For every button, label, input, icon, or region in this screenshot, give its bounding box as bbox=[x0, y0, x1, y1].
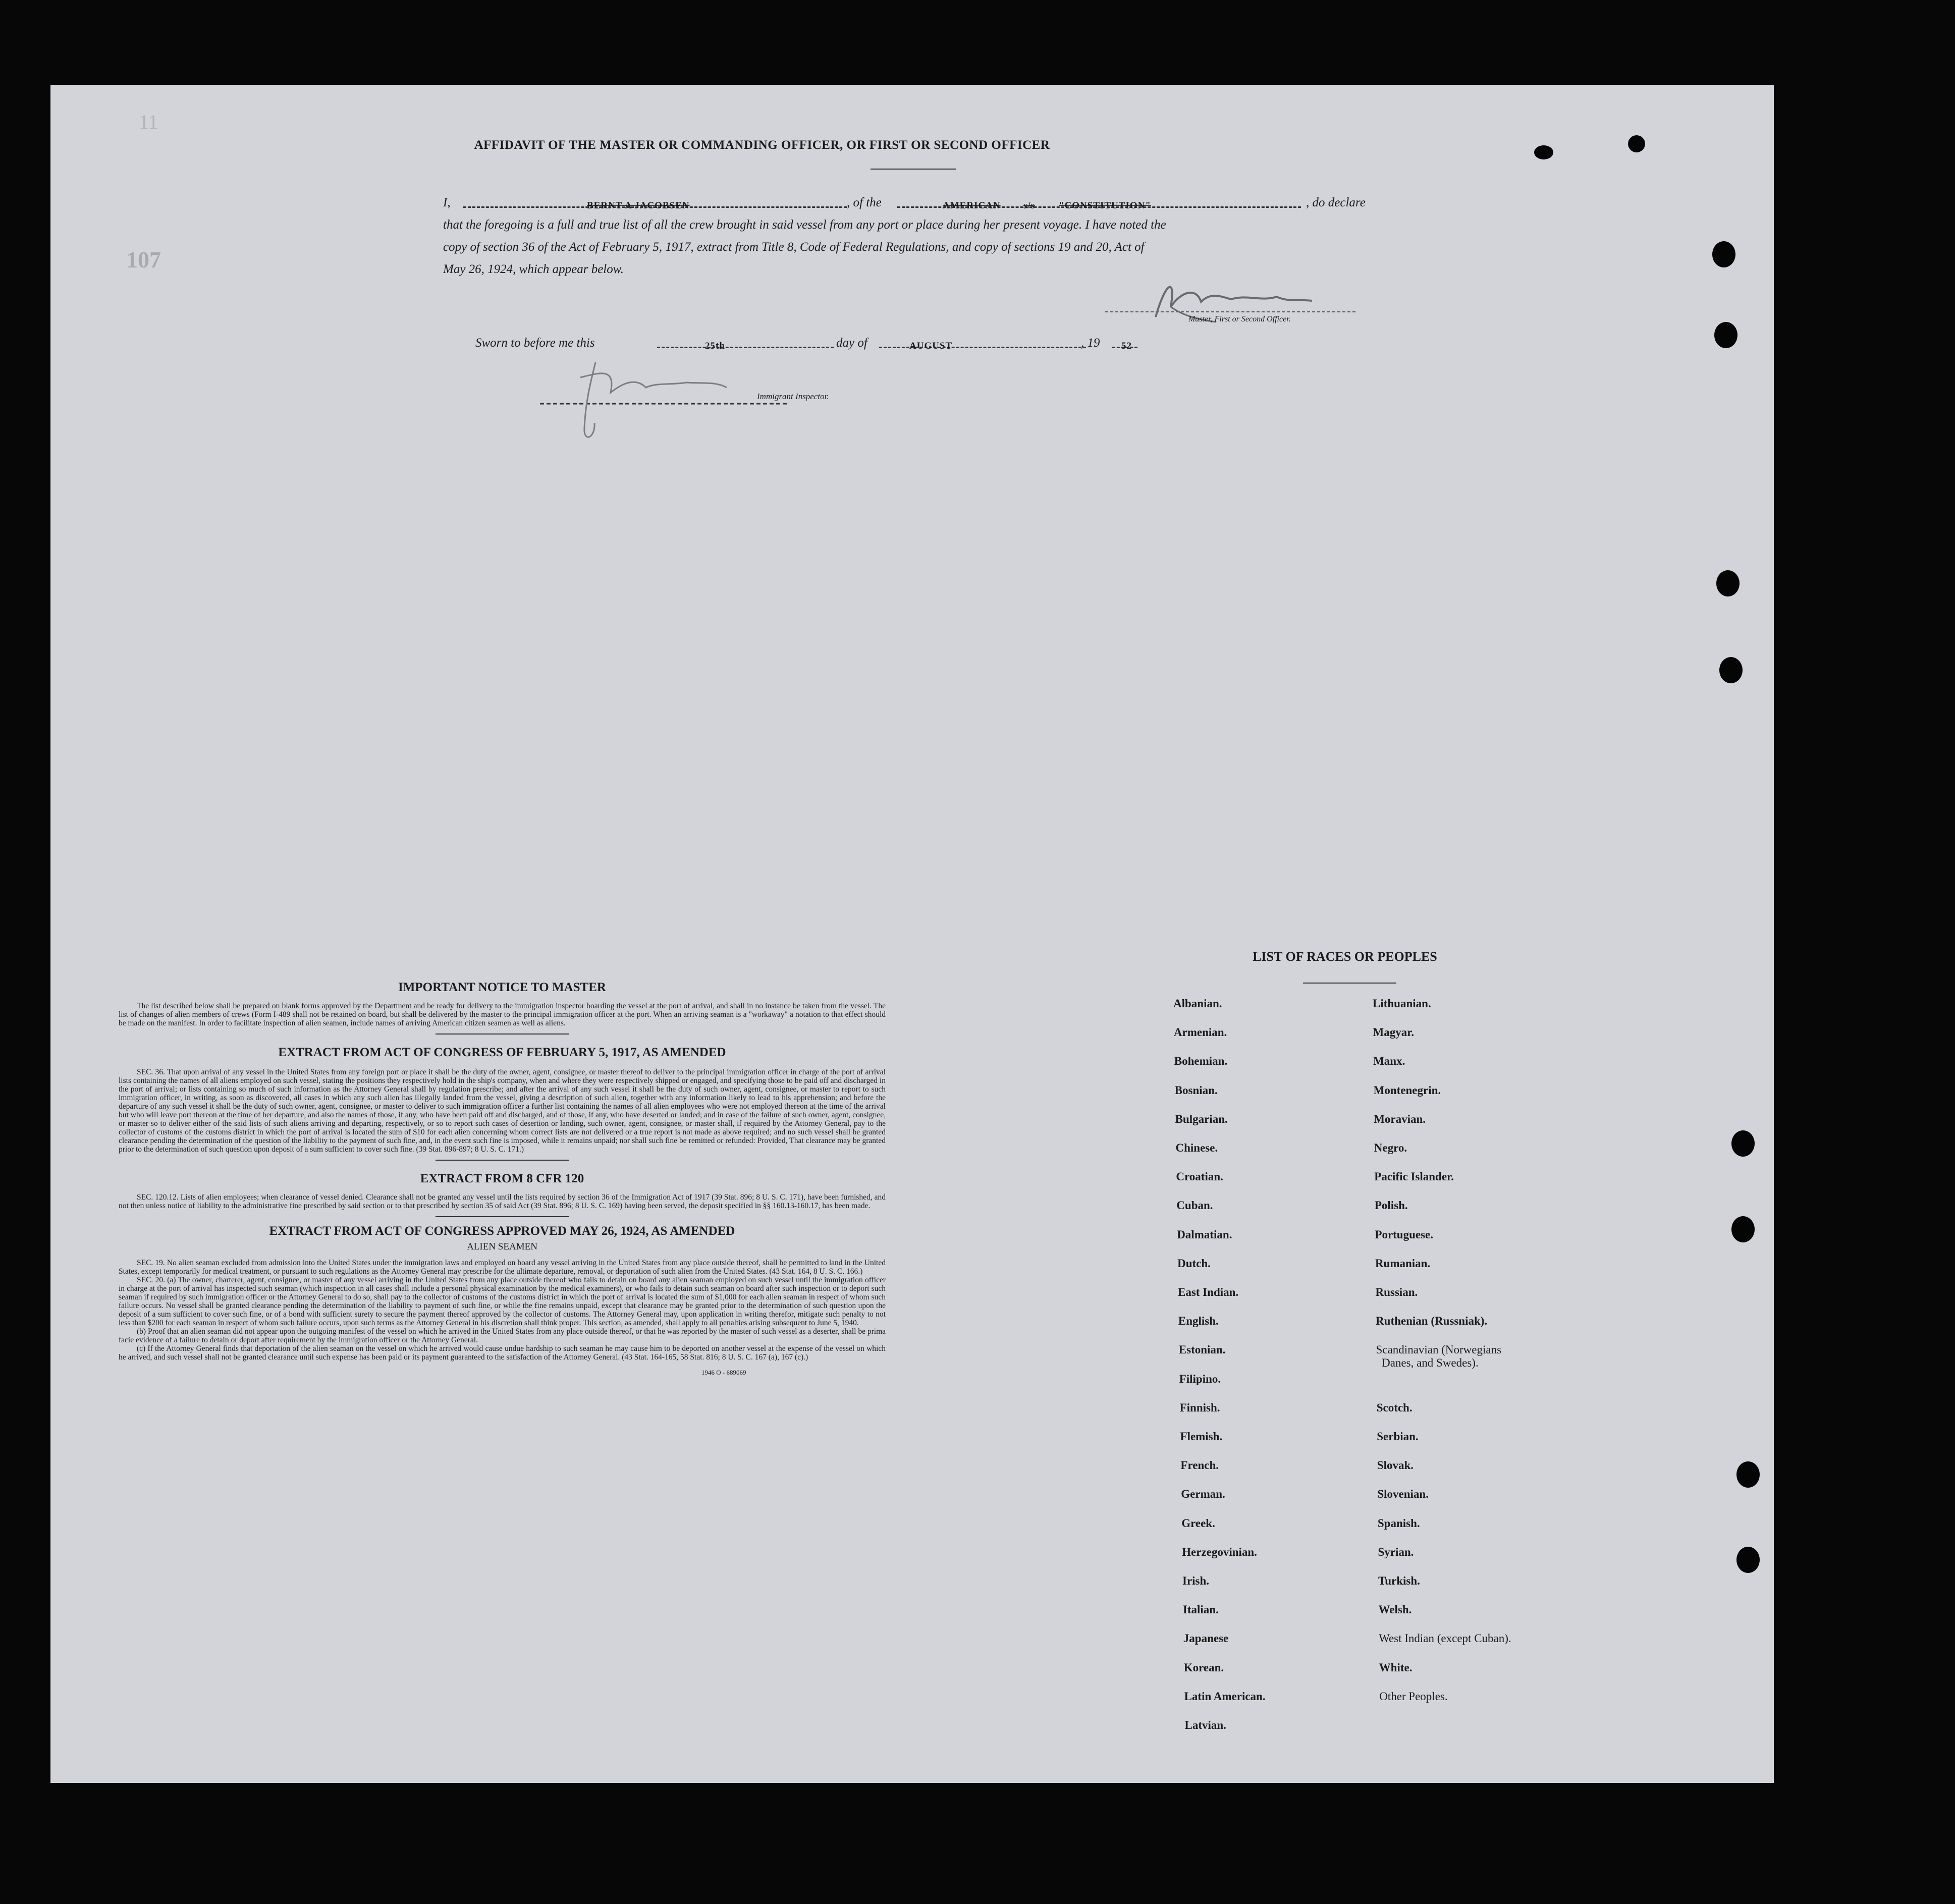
punch-hole bbox=[1736, 1461, 1760, 1488]
race-item: English. bbox=[1178, 1315, 1219, 1328]
race-item: Slovenian. bbox=[1377, 1488, 1429, 1501]
affidavit-line-4: May 26, 1924, which appear below. bbox=[443, 262, 624, 276]
race-item: Cuban. bbox=[1176, 1199, 1213, 1212]
race-item: Ruthenian (Russniak). bbox=[1376, 1315, 1488, 1328]
race-item: Scotch. bbox=[1376, 1401, 1413, 1414]
race-item: Albanian. bbox=[1173, 997, 1222, 1010]
of-the-label: , of the bbox=[847, 196, 882, 209]
race-item: Magyar. bbox=[1373, 1026, 1415, 1039]
affidavit-line-1: I, BERNT A JACOBSEN , of the AMERICAN s/s "CONSTITUTION" , do declare bbox=[443, 192, 1450, 214]
race-item: Italian. bbox=[1182, 1603, 1219, 1616]
race-item: Estonian. bbox=[1178, 1343, 1226, 1356]
punch-hole bbox=[1712, 241, 1735, 267]
race-item: Serbian. bbox=[1377, 1430, 1419, 1443]
punch-hole bbox=[1736, 1547, 1760, 1573]
extract-1917-title: EXTRACT FROM ACT OF CONGRESS OF FEBRUARY 5, 1917, AS AMENDED bbox=[278, 1046, 726, 1059]
notice-rule bbox=[436, 1033, 569, 1035]
race-item: Slovak. bbox=[1377, 1459, 1414, 1472]
race-item: Turkish. bbox=[1378, 1574, 1420, 1587]
margin-mark-top: 11 bbox=[139, 111, 158, 133]
do-declare-label: , do declare bbox=[1306, 196, 1366, 209]
notice-section bbox=[119, 981, 886, 1377]
extract-1917-body: SEC. 36. That upon arrival of any vessel in the United States from any foreign port or place it shall be the duty of the owner, agent, consignee, or master thereof to deliver to the principal immigration officer in charge of the port of arrival lists containing the names of all aliens employed on such vessel, stating the positions they respectively hold in the ship's company, when and where they were respectively shipped or engaged, and specifying those to be paid off and discharged in the port of arrival; or lists containing so much of such information as the Attorney General shall by regulation prescribe; and after the arrival of any such vessel it shall be the duty of such owner, agent, consignee, or master to report to such immigration officer, in writing, as soon as discovered, all cases in which any such alien has illegally landed from the vessel, giving a description of such alien, together with any information likely to lead to his apprehension; and before the departure of any such vessel it shall be the duty of such owner, agent, consignee, or master to deliver to such immigration officer a further list containing the names of all alien employees who were not employed thereon at the time of the arrival but who will leave port thereon at the time of her departure, and also the names of those, if any, who have been paid off and discharged, and of those, if any, who have deserted or landed; and in case of the failure of such owner, agent, consignee, or master so to deliver either of the said lists of such aliens arriving and departing, respectively, or so to report such cases of desertion or landing, such owner, agent, consignee, or master shall, if required by the Attorney General, pay to the collector of customs of the customs district in which the port of arrival is located the sum of $10 for each alien concerning whom correct lists are not delivered or a true report is not made as above required; and no such vessel shall be granted clearance pending the determination of the question of the liability to the payment of such fine, and, in the event such fine is imposed, while it remains unpaid; nor shall such fine be remitted or refunded: Provided, That clearance may be granted prior to the determination of such question upon deposit of a sum sufficient to cover such fine. (39 Stat. 896-897; 8 U. S. C. 171.) bbox=[119, 1068, 886, 1154]
race-item: Croatian. bbox=[1176, 1170, 1223, 1183]
affidavit-line-2: that the foregoing is a full and true list of all the crew brought in said vessel from any port or place during her present voyage. I have noted the bbox=[443, 218, 1166, 232]
race-item: Greek. bbox=[1181, 1516, 1215, 1530]
race-item: Dutch. bbox=[1177, 1257, 1211, 1270]
extract-1924-subtitle: ALIEN SEAMEN bbox=[467, 1241, 537, 1252]
extract-cfr-rule bbox=[436, 1216, 569, 1217]
race-item: White. bbox=[1379, 1661, 1413, 1674]
punch-hole bbox=[1731, 1130, 1755, 1157]
notice-title: IMPORTANT NOTICE TO MASTER bbox=[398, 981, 606, 994]
officer-name: BERNT A JACOBSEN bbox=[587, 200, 690, 211]
race-item: Irish. bbox=[1182, 1574, 1210, 1587]
race-item: Latin American. bbox=[1184, 1690, 1266, 1703]
race-item: Negro. bbox=[1374, 1141, 1407, 1154]
race-item: Bulgarian. bbox=[1175, 1112, 1228, 1125]
year-prefix: , 19 bbox=[1081, 336, 1100, 350]
print-code: 1946 O - 689069 bbox=[701, 1369, 746, 1376]
race-item: East Indian. bbox=[1178, 1286, 1239, 1298]
master-caption: Master, First or Second Officer. bbox=[1188, 315, 1291, 323]
ink-mark bbox=[1534, 145, 1553, 159]
punch-hole bbox=[1714, 322, 1737, 348]
sworn-month: AUGUST bbox=[909, 341, 953, 351]
punch-hole bbox=[1716, 570, 1740, 596]
races-title: LIST OF RACES OR PEOPLES bbox=[1253, 949, 1437, 964]
year-suffix: 52 bbox=[1121, 341, 1132, 351]
ink-mark bbox=[1628, 135, 1645, 152]
race-item: Lithuanian. bbox=[1373, 997, 1431, 1010]
race-item: Armenian. bbox=[1173, 1026, 1227, 1039]
race-item: Chinese. bbox=[1175, 1141, 1218, 1154]
race-item: Bosnian. bbox=[1174, 1083, 1218, 1097]
inspector-caption: Immigrant Inspector. bbox=[757, 392, 829, 401]
affidavit-title: AFFIDAVIT OF THE MASTER OR COMMANDING OFFICER, OR FIRST OR SECOND OFFICER bbox=[474, 138, 1050, 152]
sec-20c: (c) If the Attorney General finds that deportation of the alien seaman on the vessel on which he arrived would cause undue hardship to such seaman he may cause him to be deported on another vessel at the expense of the vessel on which he arrived, and such vessel shall not be granted clearance until such expense has been paid or its payment guaranteed to the satisfaction of the Attorney General. (43 Stat. 164-165, 58 Stat. 816; 8 U. S. C. 167 (a), 167 (c).) bbox=[119, 1344, 886, 1362]
race-item: Scandinavian (Norwegians Danes, and Swedes). bbox=[1376, 1343, 1502, 1370]
vessel-name: "CONSTITUTION" bbox=[1059, 200, 1151, 211]
race-item: Spanish. bbox=[1377, 1516, 1420, 1530]
race-item: Flemish. bbox=[1180, 1430, 1223, 1443]
extract-1917-rule bbox=[436, 1160, 569, 1161]
race-item: Pacific Islander. bbox=[1374, 1170, 1454, 1183]
race-item: Rumanian. bbox=[1375, 1257, 1431, 1270]
affidavit-line-3: copy of section 36 of the Act of February 5, 1917, extract from Title 8, Code of Federal Regulations, and copy of sections 19 and 20, Act of bbox=[443, 240, 1145, 254]
race-item: Polish. bbox=[1374, 1199, 1408, 1212]
form-sheet bbox=[50, 85, 1774, 1783]
sec-20a: SEC. 20. (a) The owner, charterer, agent, consignee, or master of any vessel arriving in the United States from any place outside thereof who fails to detain on board any alien seaman employed on such vessel until the immigration officer in charge at the port of arrival has inspected such seaman (which inspection in all cases shall include a personal physical examination by the medical examiners), or who fails to detain such seaman on board after such inspection or to deport such seaman if required by such immigration officer or the Attorney General to do so, shall pay to the collector of customs of the customs district in which the port of arrival is located the sum of $1,000 for each alien seaman in respect of whom such failure occurs. No vessel shall be granted clearance pending the determination of the liability to payment of such fine, or while the fine remains unpaid, except that clearance may be granted prior to the determination of such question upon the deposit of a sum sufficient to cover such fine, or of a bond with sufficient surety to secure the payment thereof approved by the collector of customs. The Attorney General may, upon application in writing therefor, mitigate such penalty to not less than $200 for each seaman in respect of whom such failure occurs, upon such terms as the Attorney General in his discretion shall think proper. This section, as amended, shall apply to all penalties arising subsequent to June 5, 1940. bbox=[119, 1276, 886, 1327]
affidavit-title-rule bbox=[871, 169, 956, 170]
punch-hole bbox=[1731, 1216, 1755, 1242]
day-of-label: day of bbox=[836, 336, 867, 350]
race-item: Moravian. bbox=[1374, 1112, 1426, 1125]
vessel-type: s/s bbox=[1023, 200, 1036, 211]
race-item: Manx. bbox=[1373, 1055, 1405, 1068]
margin-number: 107 bbox=[126, 247, 161, 273]
race-item: West Indian (except Cuban). bbox=[1379, 1632, 1511, 1645]
extract-cfr-title: EXTRACT FROM 8 CFR 120 bbox=[420, 1172, 584, 1185]
race-item: Dalmatian. bbox=[1177, 1228, 1232, 1241]
races-title-rule bbox=[1303, 983, 1396, 984]
sworn-day: 25th bbox=[705, 341, 725, 351]
race-item: French. bbox=[1180, 1459, 1219, 1472]
extract-cfr-body: SEC. 120.12. Lists of alien employees; when clearance of vessel denied. Clearance shall not be granted any vessel until the lists required by section 36 of the Immigration Act of 1917 (39 Stat. 896; 8 U. S. C. 171), have been furnished, and not then unless notice of liability to the administrative fine prescribed by said section or to that prescribed by section 35 of said Act (39 Stat. 896; 8 U. S. C. 169) having been served, the deposit specified in §§ 160.13-160.17, has been made. bbox=[119, 1193, 886, 1210]
race-item: Portuguese. bbox=[1375, 1228, 1434, 1241]
race-item: Korean. bbox=[1183, 1661, 1224, 1674]
race-item: Russian. bbox=[1375, 1286, 1418, 1298]
punch-hole bbox=[1719, 657, 1743, 683]
race-item: Syrian. bbox=[1378, 1545, 1414, 1558]
race-item: Montenegrin. bbox=[1373, 1083, 1441, 1097]
extract-1924-body bbox=[119, 1259, 886, 1362]
notice-body: The list described below shall be prepared on blank forms approved by the Department and be ready for delivery to the immigration inspector boarding the vessel at the port of arrival, and shall in no instance be taken from the vessel. The list of changes of alien members of crews (Form I-489 shall not be retained on board, but shall be delivered by the master to the principal immigration officer at the port. When an arriving seaman is a "workaway" a notation to that effect should be made on the manifest. In order to facilitate inspection of alien seamen, include names of arriving American citizen seamen as well as aliens. bbox=[119, 1002, 886, 1027]
race-item: Herzegovinian. bbox=[1182, 1545, 1257, 1558]
race-item: German. bbox=[1181, 1488, 1225, 1501]
sec-20b: (b) Proof that an alien seaman did not appear upon the outgoing manifest of the vessel on which he arrived in the United States from any place outside thereof, or that he was reported by the master of such vessel as a deserter, shall be prima facie evidence of a failure to detain or deport after requirement by the immigration officer or the Attorney General. bbox=[119, 1327, 886, 1344]
race-item: Other Peoples. bbox=[1379, 1690, 1448, 1703]
race-item: Latvian. bbox=[1184, 1719, 1226, 1731]
sec-19: SEC. 19. No alien seaman excluded from admission into the United States under the immigration laws and employed on board any vessel arriving in the United States from any place outside thereof, shall be permitted to land in the United States, except temporarily for medical treatment, or pursuant to such regulations as the Attorney General may prescribe for the ultimate departure, removal, or deportation of such alien from the United States. (43 Stat. 164, 8 U. S. C. 166.) bbox=[119, 1259, 886, 1276]
sworn-line: Sworn to before me this 25th day of AUGUST , 19 52 bbox=[475, 332, 1232, 354]
extract-1924-title: EXTRACT FROM ACT OF CONGRESS APPROVED MAY 26, 1924, AS AMENDED bbox=[269, 1224, 735, 1238]
race-item: Japanese bbox=[1183, 1632, 1229, 1645]
race-item: Finnish. bbox=[1179, 1401, 1220, 1414]
race-item: Welsh. bbox=[1378, 1603, 1412, 1616]
vessel-nationality: AMERICAN bbox=[943, 200, 1001, 211]
race-item: Filipino. bbox=[1179, 1372, 1221, 1385]
affidavit-text bbox=[443, 192, 1450, 281]
race-item: Bohemian. bbox=[1174, 1055, 1228, 1068]
